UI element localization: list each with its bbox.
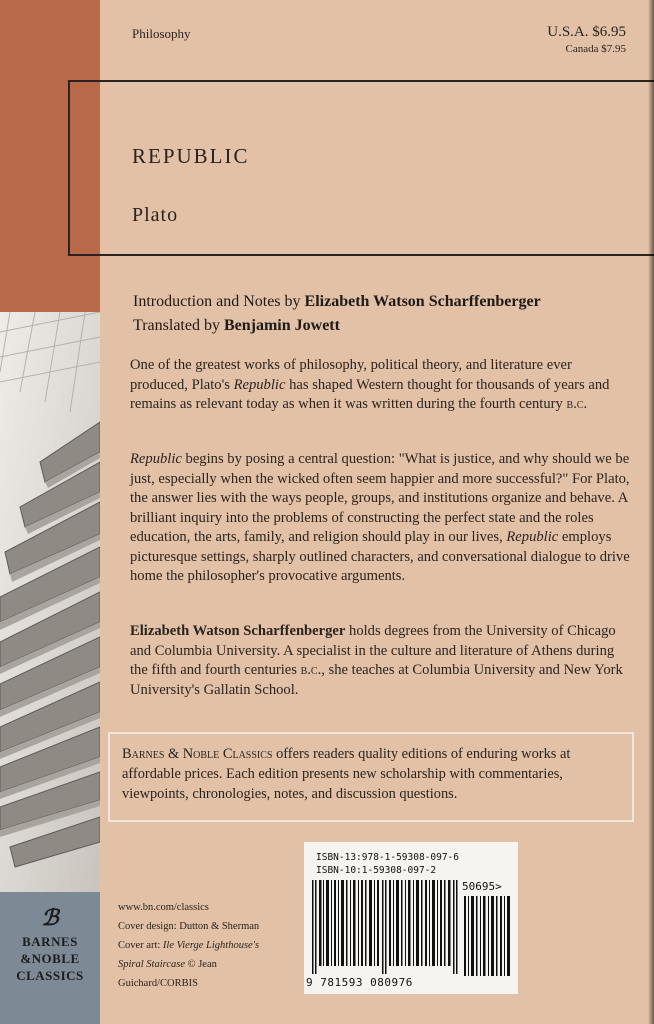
intro-prefix: Introduction and Notes by [133, 293, 305, 310]
website-url: www.bn.com/classics [118, 902, 209, 913]
cover-art-credit-line3: Guichard/CORBIS [118, 978, 198, 989]
p1-era: b.c. [566, 396, 588, 412]
editor-bio-paragraph [130, 622, 630, 700]
logo-line-3: CLASSICS [16, 968, 84, 983]
book-title: REPUBLIC [132, 144, 250, 168]
p1-italic-title: Republic [233, 376, 286, 393]
logo-line-2: &NOBLE [20, 951, 80, 966]
barnes-noble-classics-logo [0, 905, 100, 984]
description-paragraph-2 [130, 450, 630, 587]
bn-monogram-icon: ℬ [41, 905, 59, 931]
translator-name: Benjamin Jowett [223, 317, 340, 334]
p1-text-a: One of the greatest works of philosophy, political theory, and literature ever produced, Plato's [130, 357, 572, 393]
intro-name: Elizabeth Watson Scharffenberger [304, 293, 541, 310]
art-prefix: Cover art: [118, 940, 163, 951]
art-title-2: Spiral Staircase [118, 959, 185, 970]
isbn-barcode-label [304, 842, 518, 994]
isbn-13: ISBN-13:978-1-59308-097-6 [316, 852, 459, 863]
p3-text-b: , she teaches at Columbia University and New York University's Gallatin School. [130, 662, 623, 698]
ean-barcode [310, 880, 460, 974]
book-author: Plato [132, 204, 179, 226]
introduction-credit [133, 290, 541, 314]
cover-art-credit-line2 [118, 955, 259, 974]
addon-barcode [464, 896, 512, 976]
category-label: Philosophy [132, 26, 191, 41]
logo-line-1: BARNES [22, 934, 78, 949]
ean-digits: 9 781593 080976 [306, 976, 413, 989]
cover-art-credit-line1 [118, 936, 259, 955]
p2-italic-title: Republic [130, 451, 182, 467]
art-suffix: © Jean [184, 959, 217, 970]
cover-edge-shadow [648, 0, 654, 1024]
p3-editor-name: Elizabeth Watson Scharffenberger [130, 623, 346, 639]
p3-era: b.c. [300, 662, 322, 678]
description-paragraph-1 [130, 356, 630, 415]
cover-credits [118, 898, 259, 993]
art-title-1: Ile Vierge Lighthouse's [162, 940, 260, 951]
price-usa: U.S.A. $6.95 [547, 24, 626, 40]
isbn-10: ISBN-10:1-59308-097-2 [316, 865, 437, 876]
translator-credit [133, 314, 541, 338]
p2-text-b: employs picturesque settings, sharply outlined characters, and conversational dialogue to drive home the philosopher's provocative arguments. [130, 529, 630, 584]
translator-prefix: Translated by [133, 317, 224, 334]
cover-design-credit: Cover design: Dutton & Sherman [118, 921, 260, 932]
p1-text-b: has shaped Western thought for thousands of years and remains as relevant today as when it was written during the fourth century [130, 376, 610, 412]
spiral-staircase-photo [0, 312, 100, 892]
staircase-illustration [0, 312, 100, 892]
addon-price-code: 50695> [462, 880, 502, 893]
p2-text-a: begins by posing a central question: "What is justice, and why should we be just, especially when the wicked often seem happier and more successful?" For Plato, the answer lies with the ways people, groups, and institutions organize and behave. A brilliant inquiry into the problems of constructing the perfect state and the roles education, the arts, family, and religion should play in our lives, [130, 451, 630, 545]
series-name: Barnes & Noble Classics [122, 746, 273, 762]
series-description-box [108, 732, 634, 822]
credits-block [133, 290, 541, 338]
p3-text-a: holds degrees from the University of Chicago and Columbia University. A specialist in the culture and literature of Athens during the fifth and fourth centuries [130, 623, 616, 678]
series-text: offers readers quality editions of enduring works at affordable prices. Each edition presents new scholarship with commentaries, viewpoints, chronologies, notes, and discussion questions. [122, 746, 571, 802]
p2-italic-title-2: Republic [506, 529, 559, 545]
price-canada: Canada $7.95 [565, 43, 626, 55]
title-frame [68, 80, 654, 256]
